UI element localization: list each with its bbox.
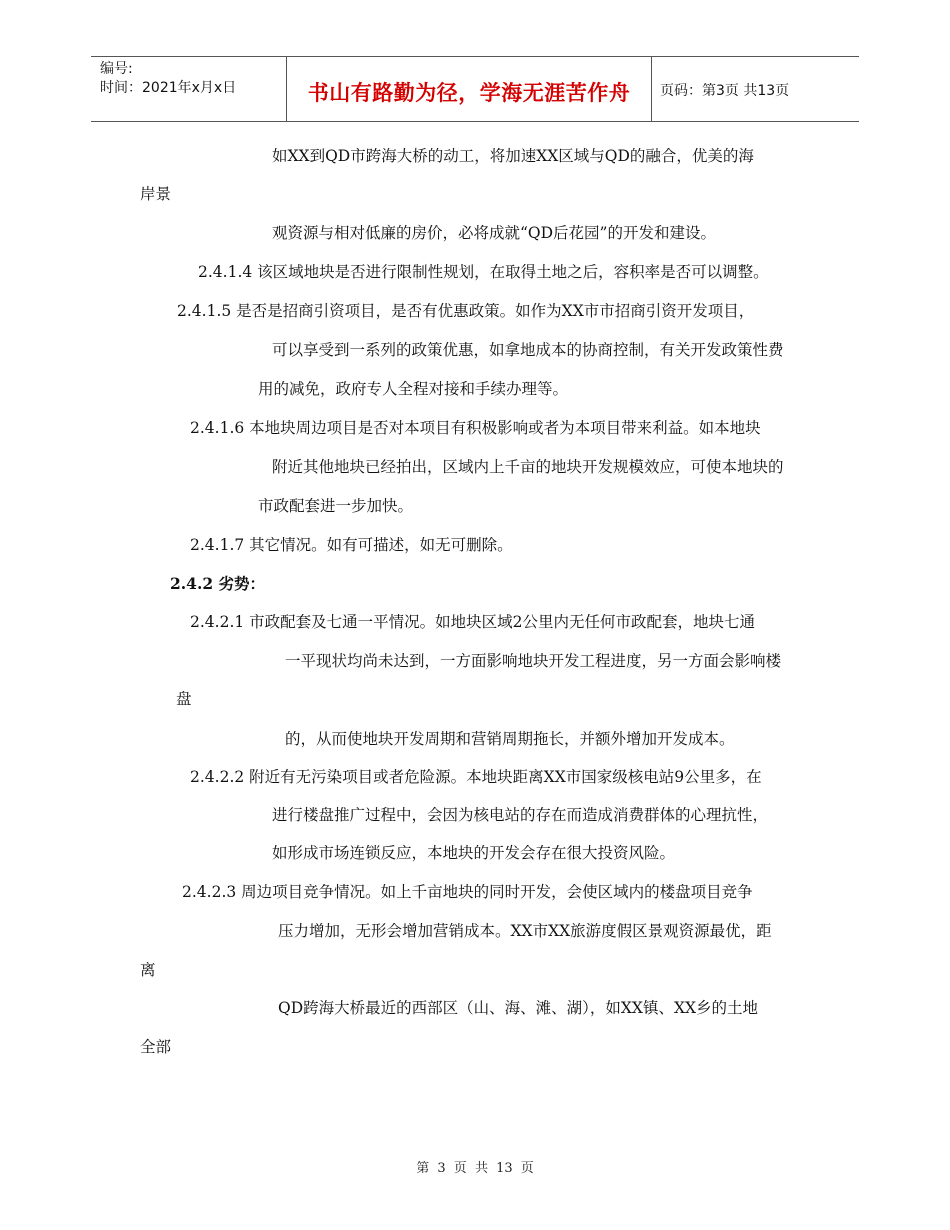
body-line: 用的减免，政府专人全程对接和手续办理等。 xyxy=(258,380,569,398)
time-label: 时间：2021年x月x日 xyxy=(100,80,237,96)
body-line: 盘 xyxy=(176,690,192,708)
serial-label: 编号: xyxy=(100,61,133,77)
body-line: QD跨海大桥最近的西部区（山、海、滩、湖），如XX镇、XX乡的土地 xyxy=(278,999,759,1017)
body-line: 离 xyxy=(140,961,156,979)
body-line: 2.4.1.6 本地块周边项目是否对本项目有积极影响或者为本项目带来利益。如本地块 xyxy=(190,419,761,437)
header-top-rule xyxy=(91,56,859,57)
body-line: 2.4.1.4 该区域地块是否进行限制性规划，在取得土地之后，容积率是否可以调整。 xyxy=(198,263,769,281)
footer-di: 第 xyxy=(416,1161,430,1176)
header-motto: 书山有路勤为径，学海无涯苦作舟 xyxy=(307,81,631,105)
body-line: 市政配套进一步加快。 xyxy=(258,497,414,515)
section-heading: 2.4.2 劣势： xyxy=(170,574,266,593)
body-line: 进行楼盘推广过程中，会因为核电站的存在而造成消费群体的心理抗性， xyxy=(272,806,769,824)
header-meta xyxy=(100,60,236,98)
body-line: 观资源与相对低廉的房价，必将成就“QD后花园”的开发和建设。 xyxy=(272,224,716,242)
body-line: 岸景 xyxy=(140,185,172,203)
body-line: 如XX到QD市跨海大桥的动工，将加速XX区域与QD的融合，优美的海 xyxy=(272,147,754,165)
body-line: 压力增加，无形会增加营销成本。XX市XX旅游度假区景观资源最优，距 xyxy=(278,922,772,940)
body-line: 附近其他地块已经拍出，区域内上千亩的地块开发规模效应，可使本地块的 xyxy=(272,458,784,476)
footer-page-number: 3 xyxy=(437,1161,446,1176)
body-line: 如形成市场连锁反应，本地块的开发会存在很大投资风险。 xyxy=(272,844,676,862)
body-line: 2.4.1.5 是否是招商引资项目，是否有优惠政策。如作为XX市市招商引资开发项目， xyxy=(177,302,755,320)
header-page-label: 页码：第3页 共13页 xyxy=(660,83,790,99)
body-line: 2.4.1.7 其它情况。如有可描述，如无可删除。 xyxy=(190,536,513,554)
header-divider-left xyxy=(286,56,287,122)
body-line: 2.4.2.1 市政配套及七通一平情况。如地块区域2公里内无任何市政配套，地块七通 xyxy=(190,613,756,631)
footer-ye: 页 xyxy=(453,1161,467,1176)
body-line: 2.4.2.2 附近有无污染项目或者危险源。本地块距离XX市国家级核电站9公里多，在 xyxy=(190,768,762,786)
footer-gong: 共 xyxy=(474,1161,488,1176)
header-bottom-rule xyxy=(91,121,859,122)
page-footer xyxy=(0,1157,950,1176)
footer-ye2: 页 xyxy=(520,1161,534,1176)
body-line: 2.4.2.3 周边项目竞争情况。如上千亩地块的同时开发，会使区域内的楼盘项目竞争 xyxy=(182,883,753,901)
body-line: 一平现状均尚未达到，一方面影响地块开发工程进度，另一方面会影响楼 xyxy=(285,652,782,670)
footer-total-pages: 13 xyxy=(496,1161,513,1176)
body-line: 全部 xyxy=(140,1038,172,1056)
body-line: 可以享受到一系列的政策优惠，如拿地成本的协商控制，有关开发政策性费 xyxy=(272,341,784,359)
header-divider-right xyxy=(651,56,652,122)
body-line: 的，从而使地块开发周期和营销周期拖长，并额外增加开发成本。 xyxy=(285,730,735,748)
